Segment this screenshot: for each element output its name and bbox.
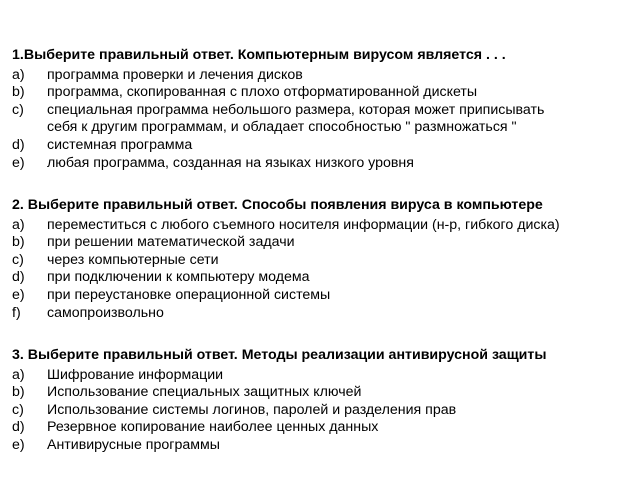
answer-option-b (12, 384, 632, 402)
answer-option-b (12, 84, 632, 102)
option-letter: b) (12, 84, 25, 101)
option-text: переместиться с любого съемного носителя информации (н-р, гибкого диска) (47, 216, 560, 233)
option-text: Антивирусные программы (47, 436, 220, 453)
option-text: Резервное копирование наиболее ценных данных (47, 419, 379, 436)
option-letter: a) (12, 366, 25, 383)
answer-option-e (12, 437, 632, 455)
answer-option-d (12, 269, 632, 287)
option-letter: a) (12, 66, 25, 83)
option-text: программа, скопированная с плохо отформатированной дискеты (47, 84, 478, 101)
question-title: 2. Выберите правильный ответ. Способы появления вируса в компьютере (12, 197, 543, 213)
option-letter: d) (12, 419, 25, 436)
answer-option-c (12, 402, 632, 420)
option-letter: b) (12, 384, 25, 401)
option-letter: c) (12, 401, 24, 418)
option-text: Использование системы логинов, паролей и разделения прав (47, 401, 457, 418)
option-letter: c) (12, 251, 24, 268)
question-2 (12, 197, 632, 322)
option-text: через компьютерные сети (47, 251, 219, 268)
question-1 (12, 47, 632, 172)
option-text: самопроизвольно (47, 304, 164, 321)
option-letter: e) (12, 286, 25, 303)
option-letter: a) (12, 216, 25, 233)
answer-option-a (12, 67, 632, 85)
option-text: программа проверки и лечения дисков (47, 66, 303, 83)
answer-option-b (12, 234, 632, 252)
option-text: при решении математической задачи (47, 234, 295, 251)
answer-option-c (12, 102, 632, 137)
answer-option-c (12, 252, 632, 270)
option-letter: e) (12, 154, 25, 171)
option-text: любая программа, созданная на языках низкого уровня (47, 154, 414, 171)
option-letter: e) (12, 436, 25, 453)
answer-option-d (12, 137, 632, 155)
option-letter: c) (12, 101, 24, 118)
option-letter: d) (12, 269, 25, 286)
option-letter: d) (12, 136, 25, 153)
option-letter: b) (12, 234, 25, 251)
option-text: специальная программа небольшого размера, которая может приписывать себя к другим программам, и обладает способностью " размножаться " (47, 101, 545, 136)
answer-option-e (12, 155, 632, 173)
question-3 (12, 347, 632, 455)
answer-option-f (12, 305, 632, 323)
option-text: системная программа (47, 136, 193, 153)
answer-option-d (12, 419, 632, 437)
answer-option-a (12, 367, 632, 385)
answer-option-e (12, 287, 632, 305)
option-text: при переустановке операционной системы (47, 286, 331, 303)
option-text: при подключении к компьютеру модема (47, 269, 310, 286)
question-title: 3. Выберите правильный ответ. Методы реализации антивирусной защиты (12, 347, 547, 363)
option-text: Использование специальных защитных ключей (47, 384, 362, 401)
answer-option-a (12, 217, 632, 235)
question-title: 1.Выберите правильный ответ. Компьютерным вирусом является . . . (12, 47, 506, 63)
option-letter: f) (12, 304, 21, 321)
option-text: Шифрование информации (47, 366, 224, 383)
